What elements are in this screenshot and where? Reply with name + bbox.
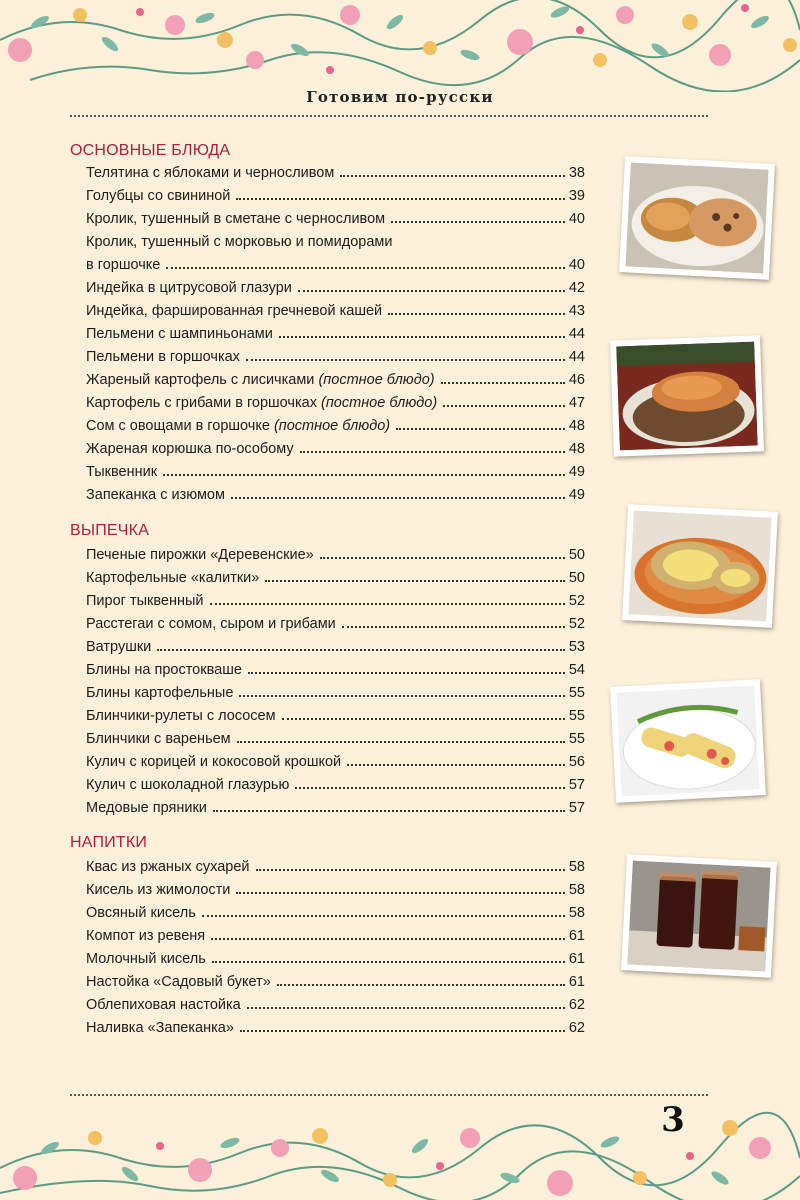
toc-entry[interactable]: Индейка, фаршированная гречневой кашей 43: [86, 303, 585, 319]
page-header-title: Готовим по-русски: [306, 88, 494, 106]
photo-rabbit-dish: [619, 156, 775, 280]
toc-entry[interactable]: Голубцы со свининой 39: [86, 188, 585, 204]
toc-entry[interactable]: Картофель с грибами в горшочках (постное блюдо) 47: [86, 395, 585, 411]
toc-entry[interactable]: Расстегаи с сомом, сыром и грибами 52: [86, 616, 585, 632]
toc-entry[interactable]: Жареный картофель с лисичками (постное блюдо) 46: [86, 372, 585, 388]
toc-entry[interactable]: Телятина с яблоками и черносливом 38: [86, 165, 585, 181]
toc-entry[interactable]: Сом с овощами в горшочке (постное блюдо) 48: [86, 418, 585, 434]
toc-entry[interactable]: Кулич с шоколадной глазурью 57: [86, 777, 585, 793]
toc-entry[interactable]: Компот из ревеня 61: [86, 928, 585, 944]
toc-entry[interactable]: Квас из ржаных сухарей 58: [86, 859, 585, 875]
toc-entry-line1[interactable]: Кролик, тушенный с морковью и помидорами: [86, 234, 393, 250]
toc-entry[interactable]: Овсяный кисель 58: [86, 905, 585, 921]
toc-entry[interactable]: Медовые пряники 57: [86, 800, 585, 816]
toc-entry[interactable]: Блины на простокваше 54: [86, 662, 585, 678]
section-title-main-dishes: ОСНОВНЫЕ БЛЮДА: [70, 142, 231, 159]
toc-list-drinks: [86, 856, 585, 1040]
toc-entry[interactable]: Ватрушки 53: [86, 639, 585, 655]
photo-salmon-crepes: [610, 679, 766, 803]
toc-entry[interactable]: Блинчики с вареньем 55: [86, 731, 585, 747]
toc-entry[interactable]: Запеканка с изюмом 49: [86, 487, 585, 503]
section-title-drinks: НАПИТКИ: [70, 834, 148, 851]
toc-entry[interactable]: Картофельные «калитки» 50: [86, 570, 585, 586]
toc-list-baking: [86, 544, 585, 820]
toc-entry[interactable]: Пельмени в горшочках 44: [86, 349, 585, 365]
toc-entry[interactable]: Облепиховая настойка 62: [86, 997, 585, 1013]
section-title-baking: ВЫПЕЧКА: [70, 522, 150, 539]
toc-entry[interactable]: Пирог тыквенный 52: [86, 593, 585, 609]
toc-entry[interactable]: Молочный кисель 61: [86, 951, 585, 967]
toc-entry[interactable]: Кулич с корицей и кокосовой крошкой 56: [86, 754, 585, 770]
header-dotted-rule: [70, 115, 708, 117]
lenten-note: (постное блюдо): [318, 372, 435, 388]
toc-list-main-dishes: [86, 162, 585, 507]
floral-border-top: [0, 0, 800, 92]
toc-entry[interactable]: Жареная корюшка по-особому 48: [86, 441, 585, 457]
photo-kalitki-pastries: [622, 504, 778, 628]
footer-dotted-rule: [70, 1094, 708, 1096]
toc-entry[interactable]: Пельмени с шампиньонами 44: [86, 326, 585, 342]
toc-entry[interactable]: Блины картофельные 55: [86, 685, 585, 701]
toc-entry[interactable]: Наливка «Запеканка» 62: [86, 1020, 585, 1036]
page-number: 3: [661, 1100, 685, 1140]
toc-entry[interactable]: Кисель из жимолости 58: [86, 882, 585, 898]
toc-entry-line2[interactable]: в горшочке 40: [86, 257, 585, 273]
lenten-note: (постное блюдо): [273, 418, 391, 434]
toc-entry[interactable]: Блинчики-рулеты с лососем 55: [86, 708, 585, 724]
lenten-note: (постное блюдо): [321, 395, 438, 411]
photo-stuffed-turkey: [610, 335, 764, 456]
photo-kvass-glasses: [621, 854, 777, 978]
toc-entry[interactable]: Настойка «Садовый букет» 61: [86, 974, 585, 990]
toc-entry[interactable]: Тыквенник 49: [86, 464, 585, 480]
toc-entry[interactable]: Кролик, тушенный в сметане с черносливом 40: [86, 211, 585, 227]
toc-entry[interactable]: Печеные пирожки «Деревенские» 50: [86, 547, 585, 563]
toc-entry[interactable]: Индейка в цитрусовой глазури 42: [86, 280, 585, 296]
